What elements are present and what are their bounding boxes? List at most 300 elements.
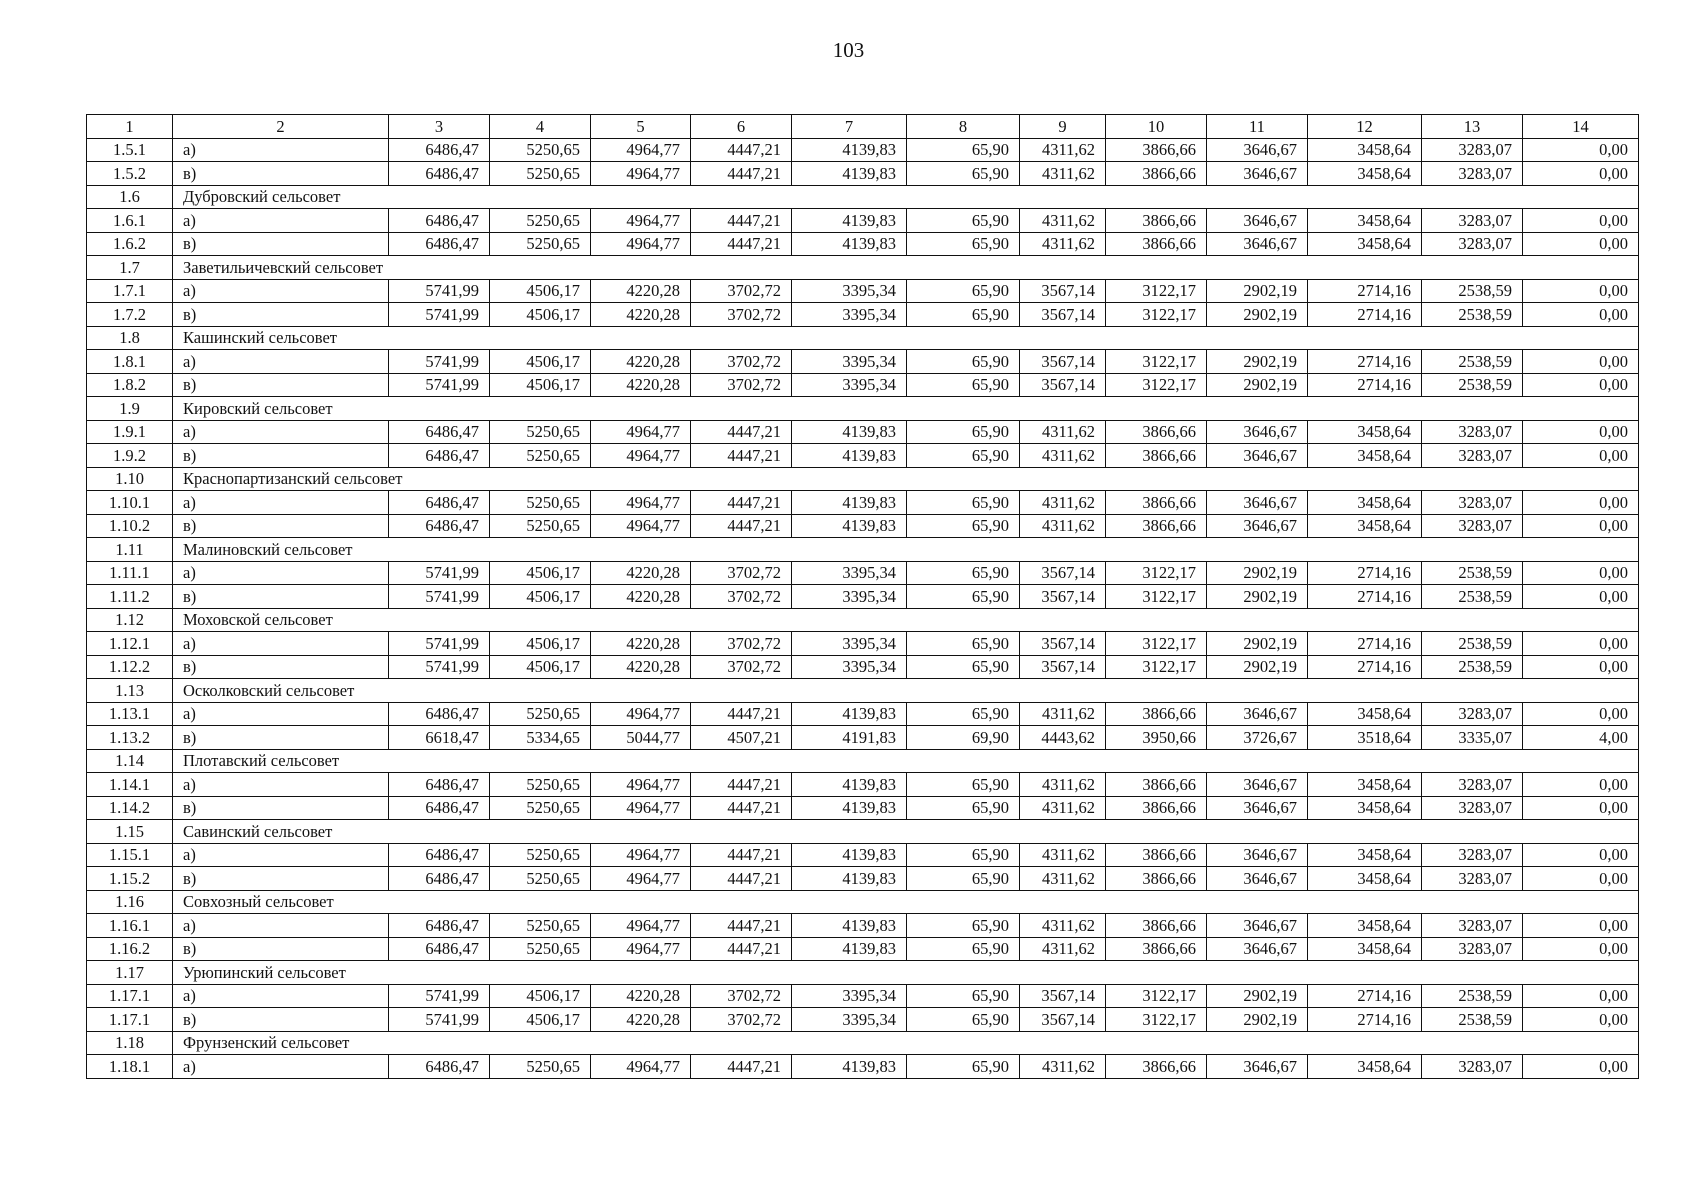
value-cell: 0,00 bbox=[1523, 162, 1639, 186]
row-label: в) bbox=[173, 655, 389, 679]
value-cell: 3458,64 bbox=[1308, 702, 1422, 726]
value-cell: 3646,67 bbox=[1207, 514, 1308, 538]
column-header: 3 bbox=[389, 115, 490, 139]
value-cell: 65,90 bbox=[907, 1008, 1020, 1032]
row-label: в) bbox=[173, 162, 389, 186]
section-title: Кашинский сельсовет bbox=[173, 326, 1639, 350]
row-label: а) bbox=[173, 350, 389, 374]
value-cell: 4139,83 bbox=[792, 444, 907, 468]
value-cell: 4139,83 bbox=[792, 773, 907, 797]
value-cell: 3458,64 bbox=[1308, 914, 1422, 938]
value-cell: 4220,28 bbox=[591, 373, 691, 397]
value-cell: 3646,67 bbox=[1207, 702, 1308, 726]
value-cell: 4220,28 bbox=[591, 984, 691, 1008]
value-cell: 4964,77 bbox=[591, 444, 691, 468]
row-code: 1.11.2 bbox=[87, 585, 173, 609]
value-cell: 3283,07 bbox=[1422, 162, 1523, 186]
section-row bbox=[87, 608, 1639, 632]
value-cell: 6486,47 bbox=[389, 514, 490, 538]
row-code: 1.12 bbox=[87, 608, 173, 632]
row-label: а) bbox=[173, 632, 389, 656]
value-cell: 3567,14 bbox=[1020, 1008, 1106, 1032]
table-row bbox=[87, 444, 1639, 468]
column-header: 1 bbox=[87, 115, 173, 139]
value-cell: 3702,72 bbox=[691, 655, 792, 679]
row-code: 1.14 bbox=[87, 749, 173, 773]
table-row bbox=[87, 984, 1639, 1008]
value-cell: 3866,66 bbox=[1106, 420, 1207, 444]
value-cell: 4447,21 bbox=[691, 444, 792, 468]
value-cell: 0,00 bbox=[1523, 491, 1639, 515]
row-code: 1.13.1 bbox=[87, 702, 173, 726]
row-code: 1.16.1 bbox=[87, 914, 173, 938]
value-cell: 65,90 bbox=[907, 914, 1020, 938]
value-cell: 4139,83 bbox=[792, 514, 907, 538]
value-cell: 2714,16 bbox=[1308, 632, 1422, 656]
row-code: 1.7 bbox=[87, 256, 173, 280]
value-cell: 3395,34 bbox=[792, 984, 907, 1008]
value-cell: 3283,07 bbox=[1422, 867, 1523, 891]
value-cell: 4506,17 bbox=[490, 1008, 591, 1032]
value-cell: 5250,65 bbox=[490, 209, 591, 233]
value-cell: 6486,47 bbox=[389, 773, 490, 797]
value-cell: 5250,65 bbox=[490, 867, 591, 891]
value-cell: 3283,07 bbox=[1422, 937, 1523, 961]
table-body bbox=[87, 138, 1639, 1078]
value-cell: 3395,34 bbox=[792, 350, 907, 374]
value-cell: 4447,21 bbox=[691, 773, 792, 797]
value-cell: 2538,59 bbox=[1422, 984, 1523, 1008]
value-cell: 0,00 bbox=[1523, 1055, 1639, 1079]
value-cell: 3518,64 bbox=[1308, 726, 1422, 750]
value-cell: 2714,16 bbox=[1308, 373, 1422, 397]
value-cell: 4220,28 bbox=[591, 632, 691, 656]
value-cell: 0,00 bbox=[1523, 984, 1639, 1008]
section-row bbox=[87, 820, 1639, 844]
value-cell: 4311,62 bbox=[1020, 796, 1106, 820]
row-label: а) bbox=[173, 984, 389, 1008]
row-label: а) bbox=[173, 561, 389, 585]
value-cell: 0,00 bbox=[1523, 867, 1639, 891]
table-row bbox=[87, 726, 1639, 750]
page-number: 103 bbox=[832, 38, 865, 62]
value-cell: 0,00 bbox=[1523, 561, 1639, 585]
row-label: а) bbox=[173, 843, 389, 867]
value-cell: 3395,34 bbox=[792, 561, 907, 585]
value-cell: 0,00 bbox=[1523, 796, 1639, 820]
value-cell: 2714,16 bbox=[1308, 984, 1422, 1008]
value-cell: 4964,77 bbox=[591, 491, 691, 515]
value-cell: 5250,65 bbox=[490, 1055, 591, 1079]
row-code: 1.13.2 bbox=[87, 726, 173, 750]
value-cell: 5741,99 bbox=[389, 1008, 490, 1032]
table-row bbox=[87, 585, 1639, 609]
value-cell: 65,90 bbox=[907, 937, 1020, 961]
value-cell: 3646,67 bbox=[1207, 796, 1308, 820]
value-cell: 4964,77 bbox=[591, 209, 691, 233]
value-cell: 4311,62 bbox=[1020, 914, 1106, 938]
value-cell: 5250,65 bbox=[490, 914, 591, 938]
row-code: 1.16.2 bbox=[87, 937, 173, 961]
value-cell: 3646,67 bbox=[1207, 444, 1308, 468]
value-cell: 2714,16 bbox=[1308, 279, 1422, 303]
value-cell: 3567,14 bbox=[1020, 350, 1106, 374]
value-cell: 6618,47 bbox=[389, 726, 490, 750]
row-label: в) bbox=[173, 796, 389, 820]
value-cell: 2714,16 bbox=[1308, 561, 1422, 585]
value-cell: 3458,64 bbox=[1308, 209, 1422, 233]
value-cell: 3646,67 bbox=[1207, 232, 1308, 256]
value-cell: 3866,66 bbox=[1106, 491, 1207, 515]
value-cell: 4964,77 bbox=[591, 232, 691, 256]
value-cell: 4964,77 bbox=[591, 162, 691, 186]
value-cell: 3122,17 bbox=[1106, 585, 1207, 609]
row-label: а) bbox=[173, 420, 389, 444]
row-code: 1.9.2 bbox=[87, 444, 173, 468]
value-cell: 6486,47 bbox=[389, 162, 490, 186]
value-cell: 2714,16 bbox=[1308, 1008, 1422, 1032]
value-cell: 2714,16 bbox=[1308, 350, 1422, 374]
value-cell: 3726,67 bbox=[1207, 726, 1308, 750]
table-row bbox=[87, 773, 1639, 797]
value-cell: 65,90 bbox=[907, 773, 1020, 797]
value-cell: 4447,21 bbox=[691, 867, 792, 891]
value-cell: 3458,64 bbox=[1308, 937, 1422, 961]
value-cell: 2538,59 bbox=[1422, 585, 1523, 609]
value-cell: 4139,83 bbox=[792, 937, 907, 961]
table-row bbox=[87, 232, 1639, 256]
section-row bbox=[87, 467, 1639, 491]
row-label: а) bbox=[173, 138, 389, 162]
value-cell: 3646,67 bbox=[1207, 491, 1308, 515]
value-cell: 0,00 bbox=[1523, 138, 1639, 162]
value-cell: 4447,21 bbox=[691, 514, 792, 538]
column-header: 5 bbox=[591, 115, 691, 139]
value-cell: 4139,83 bbox=[792, 702, 907, 726]
table-row bbox=[87, 702, 1639, 726]
value-cell: 3567,14 bbox=[1020, 373, 1106, 397]
section-title: Моховской сельсовет bbox=[173, 608, 1639, 632]
value-cell: 3395,34 bbox=[792, 632, 907, 656]
value-cell: 0,00 bbox=[1523, 585, 1639, 609]
table-row bbox=[87, 303, 1639, 327]
value-cell: 3646,67 bbox=[1207, 867, 1308, 891]
value-cell: 3702,72 bbox=[691, 1008, 792, 1032]
value-cell: 3458,64 bbox=[1308, 867, 1422, 891]
value-cell: 3646,67 bbox=[1207, 937, 1308, 961]
value-cell: 3283,07 bbox=[1422, 491, 1523, 515]
value-cell: 4139,83 bbox=[792, 420, 907, 444]
value-cell: 3395,34 bbox=[792, 373, 907, 397]
value-cell: 3458,64 bbox=[1308, 1055, 1422, 1079]
value-cell: 4506,17 bbox=[490, 373, 591, 397]
value-cell: 3567,14 bbox=[1020, 632, 1106, 656]
row-code: 1.15.1 bbox=[87, 843, 173, 867]
value-cell: 4507,21 bbox=[691, 726, 792, 750]
value-cell: 3395,34 bbox=[792, 279, 907, 303]
value-cell: 0,00 bbox=[1523, 303, 1639, 327]
row-label: а) bbox=[173, 914, 389, 938]
value-cell: 3646,67 bbox=[1207, 420, 1308, 444]
value-cell: 3702,72 bbox=[691, 373, 792, 397]
section-row bbox=[87, 749, 1639, 773]
value-cell: 65,90 bbox=[907, 796, 1020, 820]
value-cell: 3702,72 bbox=[691, 561, 792, 585]
value-cell: 4447,21 bbox=[691, 162, 792, 186]
table-row bbox=[87, 937, 1639, 961]
section-title: Совхозный сельсовет bbox=[173, 890, 1639, 914]
value-cell: 3122,17 bbox=[1106, 655, 1207, 679]
value-cell: 3702,72 bbox=[691, 303, 792, 327]
value-cell: 5741,99 bbox=[389, 561, 490, 585]
row-label: в) bbox=[173, 585, 389, 609]
value-cell: 3122,17 bbox=[1106, 1008, 1207, 1032]
row-code: 1.6 bbox=[87, 185, 173, 209]
value-cell: 65,90 bbox=[907, 162, 1020, 186]
row-label: в) bbox=[173, 514, 389, 538]
value-cell: 4139,83 bbox=[792, 162, 907, 186]
value-cell: 65,90 bbox=[907, 702, 1020, 726]
value-cell: 3646,67 bbox=[1207, 843, 1308, 867]
row-code: 1.6.2 bbox=[87, 232, 173, 256]
value-cell: 3283,07 bbox=[1422, 773, 1523, 797]
value-cell: 2714,16 bbox=[1308, 655, 1422, 679]
column-header: 4 bbox=[490, 115, 591, 139]
value-cell: 3702,72 bbox=[691, 350, 792, 374]
value-cell: 65,90 bbox=[907, 444, 1020, 468]
value-cell: 3283,07 bbox=[1422, 232, 1523, 256]
row-code: 1.18 bbox=[87, 1031, 173, 1055]
value-cell: 3458,64 bbox=[1308, 138, 1422, 162]
section-title: Краснопартизанский сельсовет bbox=[173, 467, 1639, 491]
value-cell: 0,00 bbox=[1523, 373, 1639, 397]
row-code: 1.6.1 bbox=[87, 209, 173, 233]
value-cell: 4447,21 bbox=[691, 420, 792, 444]
value-cell: 65,90 bbox=[907, 373, 1020, 397]
value-cell: 4964,77 bbox=[591, 796, 691, 820]
value-cell: 2902,19 bbox=[1207, 984, 1308, 1008]
column-header: 6 bbox=[691, 115, 792, 139]
value-cell: 6486,47 bbox=[389, 232, 490, 256]
value-cell: 5250,65 bbox=[490, 702, 591, 726]
value-cell: 5741,99 bbox=[389, 279, 490, 303]
row-label: а) bbox=[173, 279, 389, 303]
value-cell: 4139,83 bbox=[792, 232, 907, 256]
value-cell: 4139,83 bbox=[792, 867, 907, 891]
value-cell: 4964,77 bbox=[591, 937, 691, 961]
table-row bbox=[87, 796, 1639, 820]
value-cell: 3646,67 bbox=[1207, 773, 1308, 797]
value-cell: 3283,07 bbox=[1422, 914, 1523, 938]
row-code: 1.11 bbox=[87, 538, 173, 562]
value-cell: 3283,07 bbox=[1422, 444, 1523, 468]
value-cell: 2538,59 bbox=[1422, 655, 1523, 679]
value-cell: 65,90 bbox=[907, 209, 1020, 233]
value-cell: 3122,17 bbox=[1106, 303, 1207, 327]
value-cell: 4139,83 bbox=[792, 491, 907, 515]
value-cell: 3122,17 bbox=[1106, 279, 1207, 303]
value-cell: 4311,62 bbox=[1020, 232, 1106, 256]
value-cell: 3866,66 bbox=[1106, 138, 1207, 162]
value-cell: 3646,67 bbox=[1207, 1055, 1308, 1079]
value-cell: 5044,77 bbox=[591, 726, 691, 750]
value-cell: 4311,62 bbox=[1020, 773, 1106, 797]
section-title: Савинский сельсовет bbox=[173, 820, 1639, 844]
section-row bbox=[87, 538, 1639, 562]
value-cell: 4964,77 bbox=[591, 138, 691, 162]
row-code: 1.16 bbox=[87, 890, 173, 914]
value-cell: 3458,64 bbox=[1308, 796, 1422, 820]
value-cell: 3866,66 bbox=[1106, 444, 1207, 468]
value-cell: 0,00 bbox=[1523, 632, 1639, 656]
value-cell: 2902,19 bbox=[1207, 632, 1308, 656]
value-cell: 5250,65 bbox=[490, 796, 591, 820]
row-label: а) bbox=[173, 491, 389, 515]
value-cell: 3702,72 bbox=[691, 632, 792, 656]
column-header: 8 bbox=[907, 115, 1020, 139]
value-cell: 65,90 bbox=[907, 561, 1020, 585]
value-cell: 5741,99 bbox=[389, 655, 490, 679]
value-cell: 3646,67 bbox=[1207, 162, 1308, 186]
value-cell: 3950,66 bbox=[1106, 726, 1207, 750]
value-cell: 2902,19 bbox=[1207, 585, 1308, 609]
value-cell: 4311,62 bbox=[1020, 843, 1106, 867]
value-cell: 5250,65 bbox=[490, 937, 591, 961]
value-cell: 5741,99 bbox=[389, 585, 490, 609]
value-cell: 65,90 bbox=[907, 491, 1020, 515]
value-cell: 69,90 bbox=[907, 726, 1020, 750]
value-cell: 6486,47 bbox=[389, 444, 490, 468]
value-cell: 4191,83 bbox=[792, 726, 907, 750]
value-cell: 2538,59 bbox=[1422, 350, 1523, 374]
value-cell: 4447,21 bbox=[691, 937, 792, 961]
section-title: Плотавский сельсовет bbox=[173, 749, 1639, 773]
value-cell: 0,00 bbox=[1523, 702, 1639, 726]
value-cell: 4139,83 bbox=[792, 209, 907, 233]
value-cell: 5250,65 bbox=[490, 138, 591, 162]
row-code: 1.12.2 bbox=[87, 655, 173, 679]
value-cell: 3395,34 bbox=[792, 303, 907, 327]
value-cell: 6486,47 bbox=[389, 867, 490, 891]
value-cell: 65,90 bbox=[907, 843, 1020, 867]
value-cell: 3458,64 bbox=[1308, 444, 1422, 468]
value-cell: 4964,77 bbox=[591, 843, 691, 867]
value-cell: 6486,47 bbox=[389, 138, 490, 162]
column-header: 11 bbox=[1207, 115, 1308, 139]
value-cell: 4447,21 bbox=[691, 491, 792, 515]
value-cell: 2538,59 bbox=[1422, 303, 1523, 327]
section-title: Заветильичевский сельсовет bbox=[173, 256, 1639, 280]
value-cell: 4139,83 bbox=[792, 914, 907, 938]
value-cell: 2902,19 bbox=[1207, 655, 1308, 679]
value-cell: 0,00 bbox=[1523, 843, 1639, 867]
row-code: 1.15 bbox=[87, 820, 173, 844]
value-cell: 4139,83 bbox=[792, 1055, 907, 1079]
value-cell: 0,00 bbox=[1523, 1008, 1639, 1032]
value-cell: 3702,72 bbox=[691, 984, 792, 1008]
column-header: 2 bbox=[173, 115, 389, 139]
table-row bbox=[87, 491, 1639, 515]
table-row bbox=[87, 138, 1639, 162]
value-cell: 3866,66 bbox=[1106, 1055, 1207, 1079]
value-cell: 2902,19 bbox=[1207, 279, 1308, 303]
row-label: в) bbox=[173, 232, 389, 256]
table-row bbox=[87, 655, 1639, 679]
value-cell: 0,00 bbox=[1523, 232, 1639, 256]
value-cell: 5250,65 bbox=[490, 514, 591, 538]
row-label: а) bbox=[173, 773, 389, 797]
value-cell: 5741,99 bbox=[389, 373, 490, 397]
value-cell: 3567,14 bbox=[1020, 655, 1106, 679]
tariff-table bbox=[86, 114, 1639, 1079]
value-cell: 4220,28 bbox=[591, 1008, 691, 1032]
value-cell: 4964,77 bbox=[591, 702, 691, 726]
value-cell: 6486,47 bbox=[389, 914, 490, 938]
row-code: 1.9.1 bbox=[87, 420, 173, 444]
value-cell: 65,90 bbox=[907, 232, 1020, 256]
value-cell: 65,90 bbox=[907, 632, 1020, 656]
value-cell: 4311,62 bbox=[1020, 420, 1106, 444]
row-label: в) bbox=[173, 867, 389, 891]
value-cell: 3866,66 bbox=[1106, 232, 1207, 256]
column-header: 9 bbox=[1020, 115, 1106, 139]
value-cell: 4506,17 bbox=[490, 585, 591, 609]
value-cell: 4964,77 bbox=[591, 773, 691, 797]
row-label: в) bbox=[173, 373, 389, 397]
table-row bbox=[87, 373, 1639, 397]
row-code: 1.13 bbox=[87, 679, 173, 703]
value-cell: 3283,07 bbox=[1422, 796, 1523, 820]
value-cell: 3458,64 bbox=[1308, 843, 1422, 867]
value-cell: 4139,83 bbox=[792, 138, 907, 162]
value-cell: 4311,62 bbox=[1020, 444, 1106, 468]
value-cell: 65,90 bbox=[907, 655, 1020, 679]
value-cell: 3866,66 bbox=[1106, 914, 1207, 938]
value-cell: 4447,21 bbox=[691, 702, 792, 726]
value-cell: 3866,66 bbox=[1106, 514, 1207, 538]
row-label: в) bbox=[173, 303, 389, 327]
value-cell: 65,90 bbox=[907, 867, 1020, 891]
value-cell: 3866,66 bbox=[1106, 773, 1207, 797]
row-code: 1.15.2 bbox=[87, 867, 173, 891]
value-cell: 0,00 bbox=[1523, 279, 1639, 303]
value-cell: 3283,07 bbox=[1422, 514, 1523, 538]
row-label: а) bbox=[173, 209, 389, 233]
section-row bbox=[87, 256, 1639, 280]
row-code: 1.9 bbox=[87, 397, 173, 421]
column-header: 13 bbox=[1422, 115, 1523, 139]
value-cell: 65,90 bbox=[907, 420, 1020, 444]
row-code: 1.8 bbox=[87, 326, 173, 350]
table-row bbox=[87, 279, 1639, 303]
table-row bbox=[87, 350, 1639, 374]
value-cell: 3458,64 bbox=[1308, 162, 1422, 186]
value-cell: 4311,62 bbox=[1020, 702, 1106, 726]
value-cell: 4311,62 bbox=[1020, 867, 1106, 891]
value-cell: 3866,66 bbox=[1106, 843, 1207, 867]
value-cell: 6486,47 bbox=[389, 937, 490, 961]
value-cell: 3866,66 bbox=[1106, 796, 1207, 820]
value-cell: 4139,83 bbox=[792, 796, 907, 820]
value-cell: 4506,17 bbox=[490, 561, 591, 585]
row-label: в) bbox=[173, 726, 389, 750]
value-cell: 4506,17 bbox=[490, 655, 591, 679]
value-cell: 4220,28 bbox=[591, 279, 691, 303]
table-row bbox=[87, 209, 1639, 233]
row-code: 1.8.1 bbox=[87, 350, 173, 374]
value-cell: 2538,59 bbox=[1422, 1008, 1523, 1032]
row-label: в) bbox=[173, 937, 389, 961]
